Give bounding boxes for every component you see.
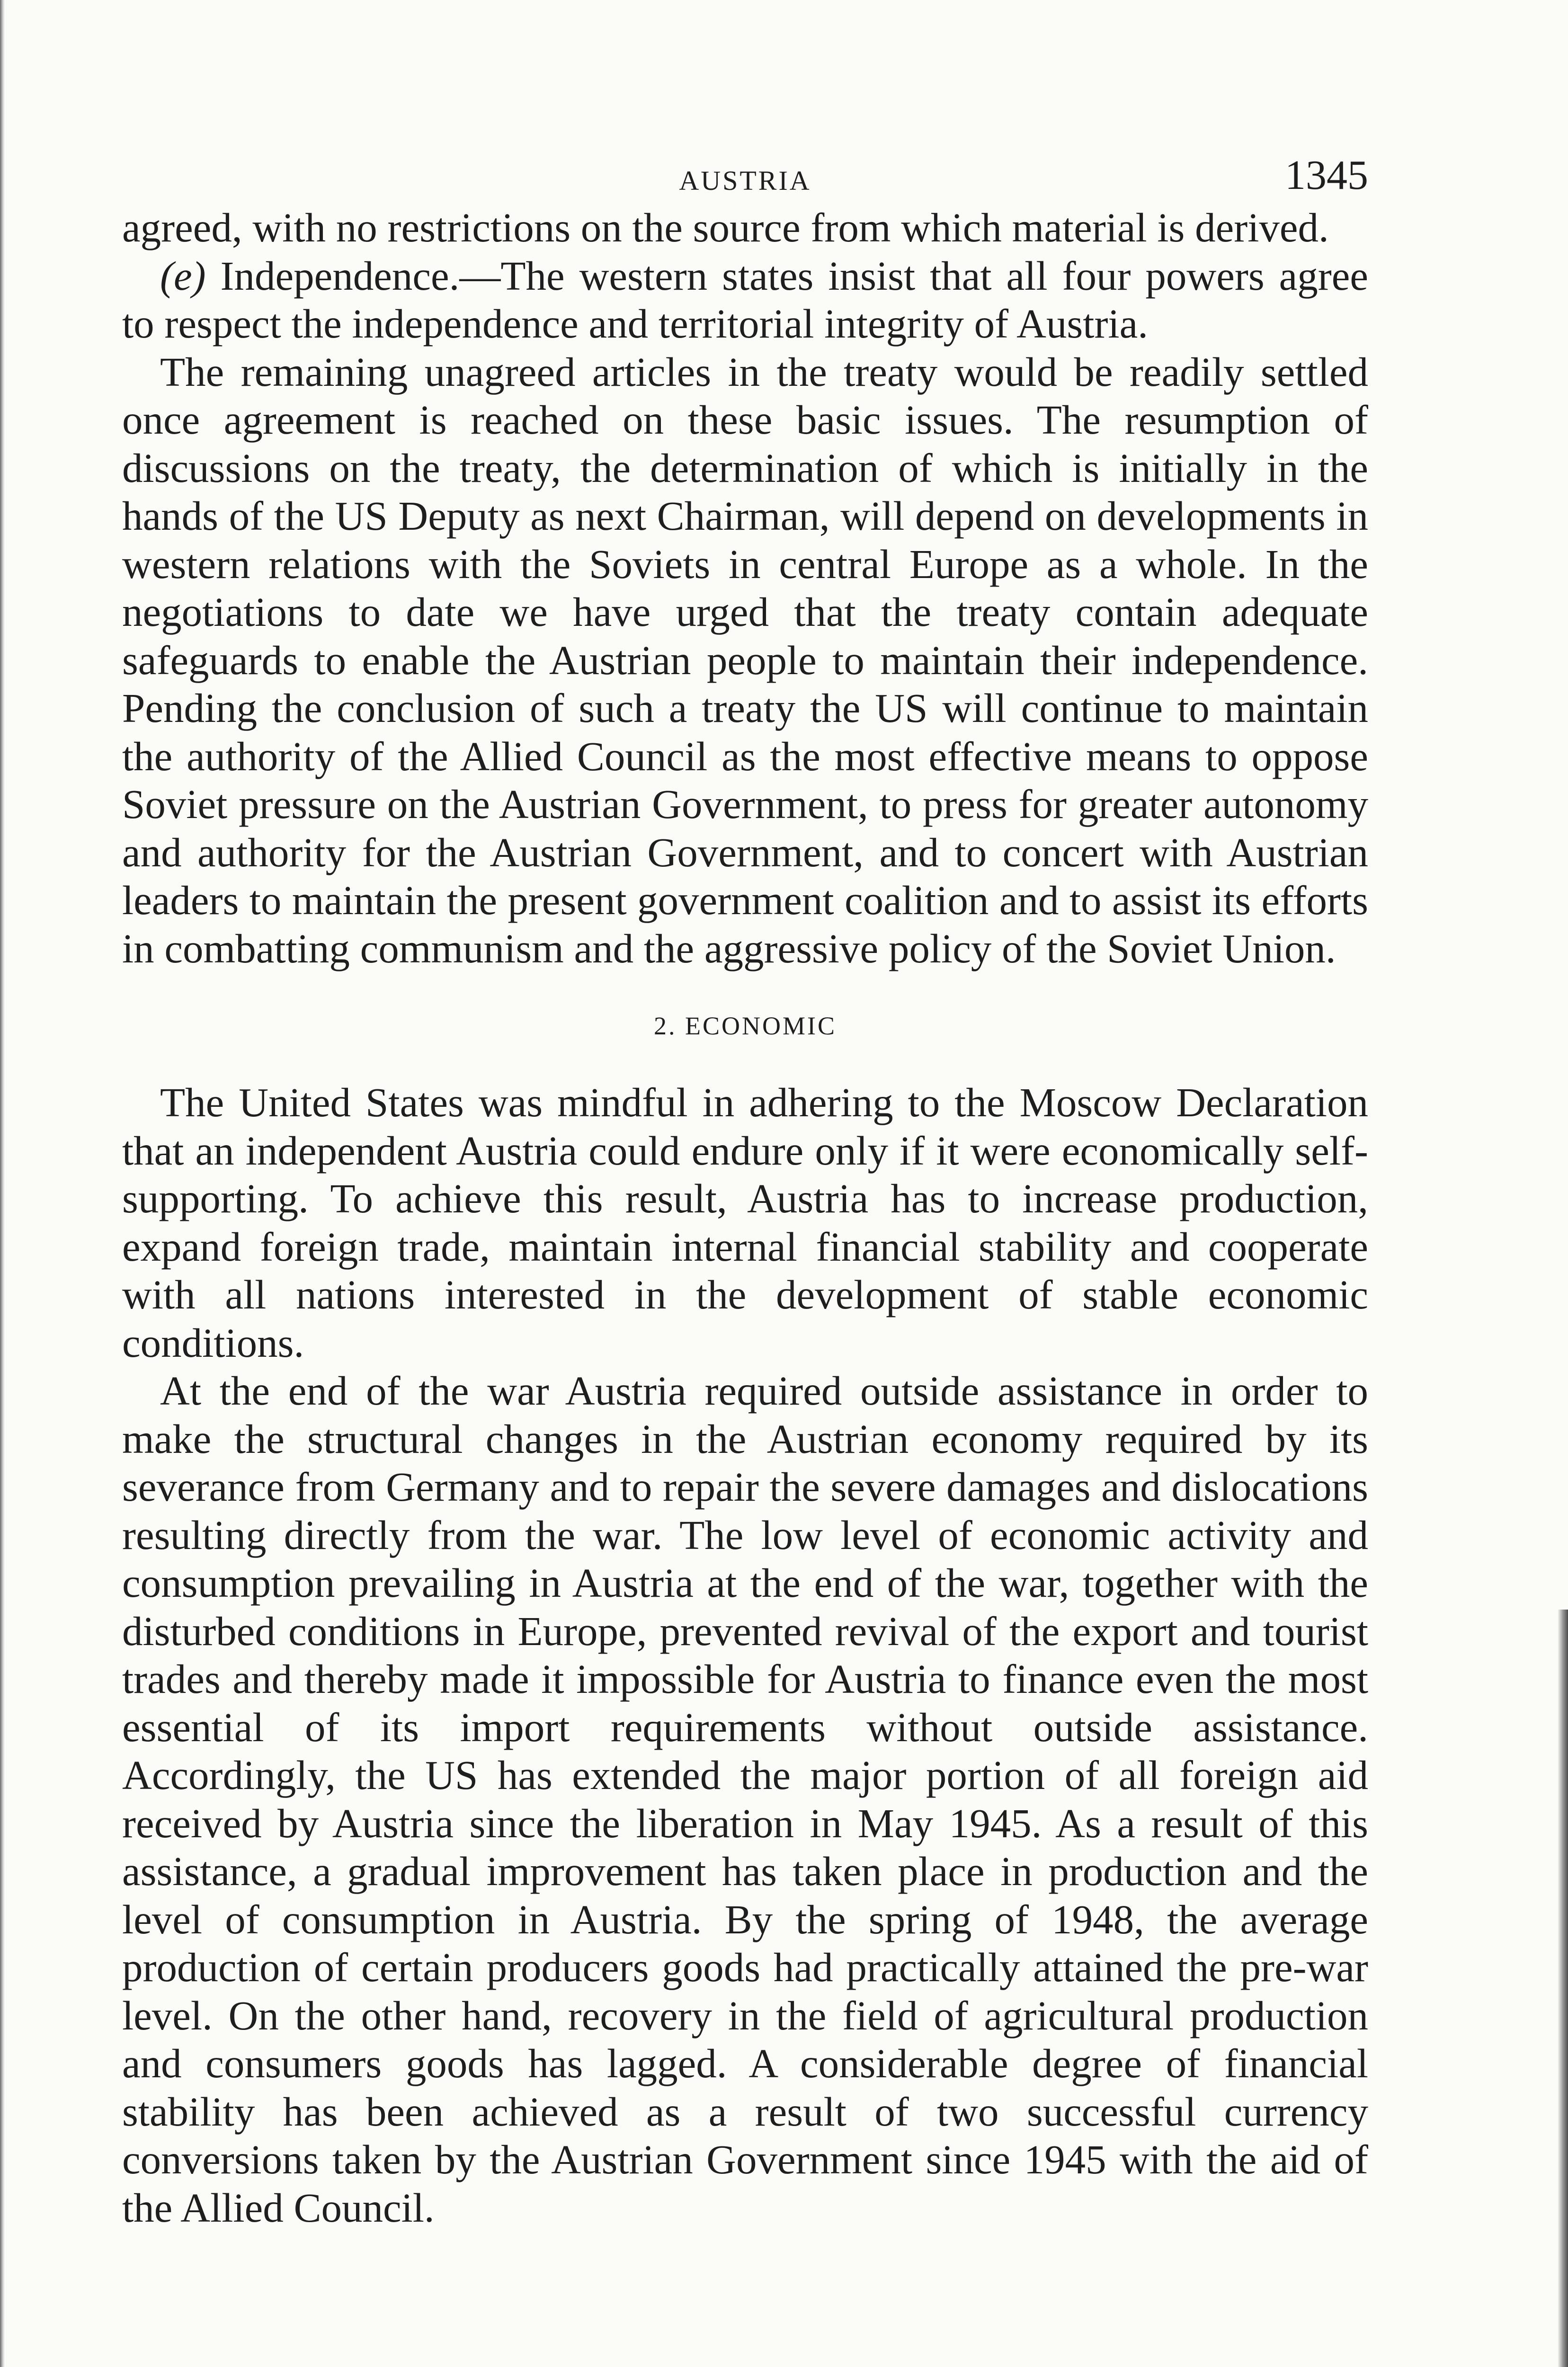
page-number: 1345 [1285,152,1368,198]
paragraph-economic-intro: The United States was mindful in adhering to the Moscow Declaration that an independent Austria could endure only if it were economically self-supporting. To achieve this result, Austria has to increase production, expand foreign trade, maintain internal financial stability and cooperate with all nations interested in the development of stable economic conditions. [122,1079,1368,1366]
document-page [122,151,1368,2232]
section-heading: 2. ECONOMIC [653,1012,837,1040]
scan-edge-left [0,0,5,2367]
paragraph-economic-assistance: At the end of the war Austria required outside assistance in order to make the structural changes in the Austrian economy required by its severance from Germany and to repair the severe damages and dislocations resulting directly from the war. The low level of economic activity and consumption prevailing in Austria at the end of the war, together with the disturbed conditions in Europe, prevented revival of the export and tourist trades and thereby made it impossible for Austria to finance even the most essential of its import requirements without outside assistance. Accordingly, the US has extended the major portion of all foreign aid received by Austria since the liberation in May 1945. As a result of this assistance, a gradual improvement has taken place in production and the level of consumption in Austria. By the spring of 1948, the average production of certain producers goods had practically attained the pre-war level. On the other hand, recovery in the field of agricultural production and consumers goods has lagged. A considerable degree of financial stability has been achieved as a result of two successful currency conversions taken by the Austrian Government since 1945 with the aid of the Allied Council. [122,1368,1368,2231]
independence-marker: (e) [160,252,206,299]
running-head-title: AUSTRIA [679,165,811,196]
paragraph-continuation: agreed, with no restrictions on the source from which material is derived. [122,205,1329,250]
paragraph-unagreed-articles: The remaining unagreed articles in the treaty would be readily settled once agreement is reached on these basic issues. The resumption of discussions on the treaty, the determination of which is initially in the hands of the US Deputy as next Chairman, will depend on developments in western relations with the Soviets in central Europe as a whole. In the negotiations to date we have urged that the treaty contain adequate safeguards to enable the Austrian people to maintain their independence. Pending the conclusion of such a treaty the US will continue to maintain the authority of the Allied Council as the most effective means to oppose Soviet pressure on the Austrian Government, to press for greater autonomy and authority for the Austrian Government, and to concert with Austrian leaders to maintain the present government coalition and to assist its efforts in combatting communism and the aggressive policy of the Soviet Union. [122,348,1368,971]
paragraph-independence [122,252,1368,348]
independence-text: Independence.—The western states insist that all four powers agree to respect the independence and territorial integrity of Austria. [122,252,1368,347]
scan-edge-right [1558,1610,1568,2367]
running-header [122,151,1368,204]
